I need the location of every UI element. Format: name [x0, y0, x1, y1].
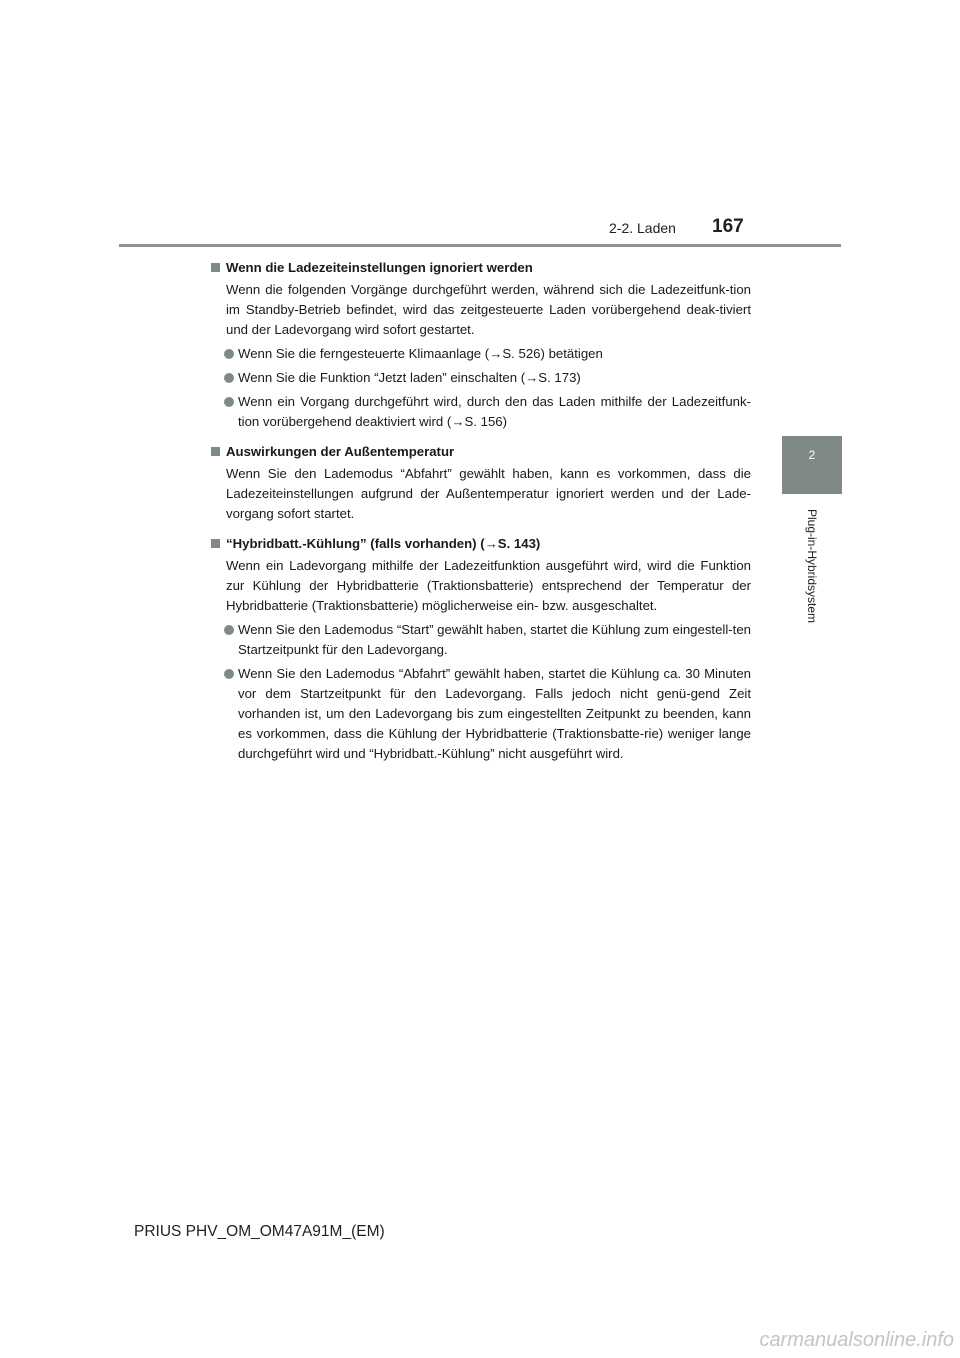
- footer-doc-id: PRIUS PHV_OM_OM47A91M_(EM): [134, 1223, 385, 1240]
- round-bullet-icon: [224, 349, 234, 359]
- bullet-item: [211, 620, 751, 660]
- block-text: Wenn Sie den Lademodus “Abfahrt” gewählt haben, startet die Kühlung ca. 30 Minuten vor dem Startzeitpunkt für den Ladevorgang. Falls jedoch nicht genü-gend Zeit vorhanden ist, um den Ladevorgang bis zum eingestellten Zeitpunkt zu beenden, kann es vorkommen, dass die Kühlung der Hybridbatterie (Traktionsbatte-rie) weniger lange durchgeführt wird und “Hybridbatt.-Kühlung” nicht ausgeführt wird.: [238, 666, 751, 761]
- round-bullet-icon: [224, 625, 234, 635]
- round-bullet-icon: [224, 669, 234, 679]
- header-section-title: 2-2. Laden: [609, 220, 676, 236]
- block-text: Wenn die Ladezeiteinstellungen ignoriert werden: [226, 260, 533, 275]
- block-text: “Hybridbatt.-Kühlung” (falls vorhanden) (→S. 143): [226, 536, 541, 551]
- section-heading: [211, 534, 751, 554]
- square-bullet-icon: [211, 447, 220, 456]
- chapter-tab-number: 2: [808, 448, 816, 462]
- paragraph: [211, 280, 751, 340]
- block-text: Wenn ein Ladevorgang mithilfe der Ladezeitfunktion ausgeführt wird, wird die Funktion zur Kühlung der Hybridbatterie (Traktionsbatterie) entsprechend der Temperatur der Hybridbatterie (Traktionsbatterie) möglicherweise ein- bzw. ausgeschaltet.: [226, 558, 751, 613]
- block-text: Auswirkungen der Außentemperatur: [226, 444, 455, 459]
- block-text: Wenn Sie den Lademodus “Start” gewählt haben, startet die Kühlung zum eingestell-ten Startzeitpunkt für den Ladevorgang.: [238, 622, 751, 657]
- paragraph: [211, 464, 751, 524]
- content-body: [211, 254, 751, 764]
- round-bullet-icon: [224, 397, 234, 407]
- bullet-item: [211, 368, 751, 388]
- header-rule: [119, 244, 841, 247]
- page-number: 167: [712, 216, 744, 237]
- bullet-item: [211, 664, 751, 764]
- paragraph: [211, 556, 751, 616]
- square-bullet-icon: [211, 263, 220, 272]
- round-bullet-icon: [224, 373, 234, 383]
- block-text: Wenn die folgenden Vorgänge durchgeführt werden, während sich die Ladezeitfunk-tion im Standby-Betrieb befindet, wird das zeitgesteuerte Laden vorübergehend deak-tiviert und der Ladevorgang wird sofort gestartet.: [226, 282, 751, 337]
- bullet-item: [211, 344, 751, 364]
- watermark: carmanualsonline.info: [759, 1329, 954, 1351]
- bullet-item: [211, 392, 751, 432]
- block-text: Wenn Sie die ferngesteuerte Klimaanlage (→S. 526) betätigen: [238, 346, 603, 361]
- section-heading: [211, 442, 751, 462]
- chapter-tab-label: Plug-in-Hybridsystem: [805, 508, 819, 624]
- block-text: Wenn Sie den Lademodus “Abfahrt” gewählt haben, kann es vorkommen, dass die Ladezeiteinstellungen aufgrund der Außentemperatur ignoriert werden und der Lade-vorgang sofort startet.: [226, 466, 751, 521]
- block-text: Wenn Sie die Funktion “Jetzt laden” einschalten (→S. 173): [238, 370, 581, 385]
- block-text: Wenn ein Vorgang durchgeführt wird, durch den das Laden mithilfe der Ladezeitfunk-tion vorübergehend deaktiviert wird (→S. 156): [238, 394, 751, 429]
- square-bullet-icon: [211, 539, 220, 548]
- section-heading: [211, 258, 751, 278]
